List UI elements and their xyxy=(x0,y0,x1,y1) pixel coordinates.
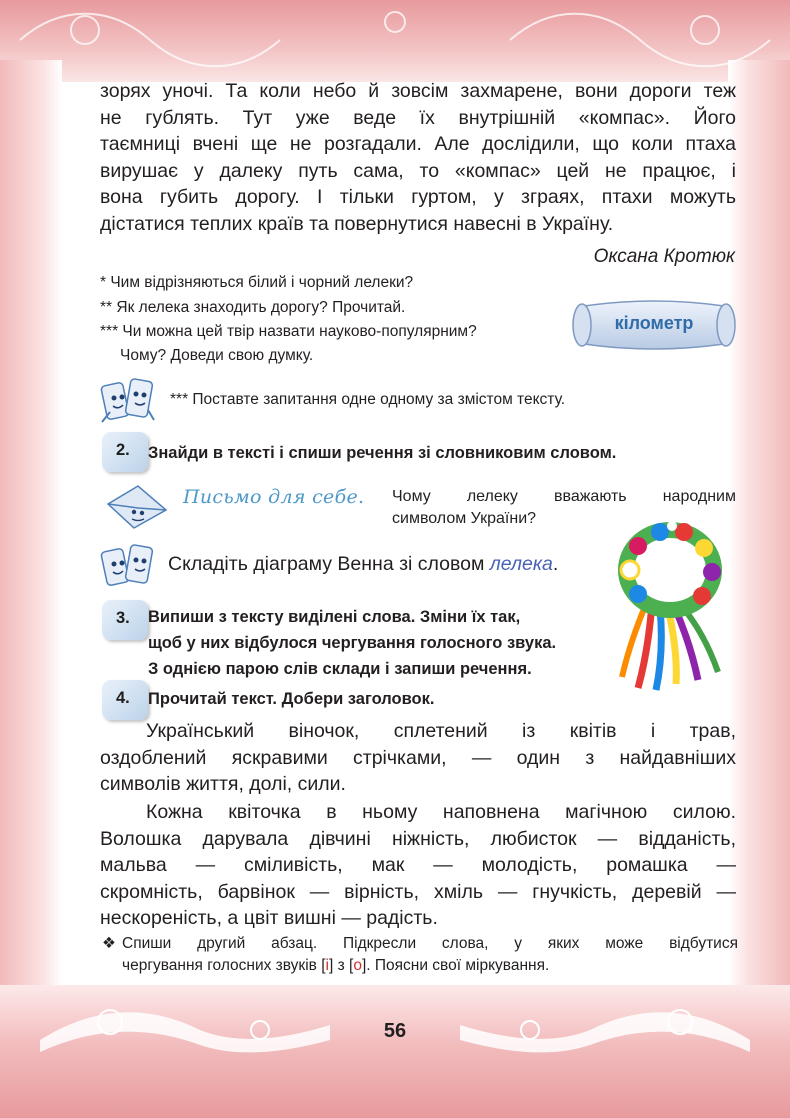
question-2: ** Як лелека знаходить дорогу? Прочитай. xyxy=(100,299,406,316)
text-line: вирушає у далеку путь сама, то «компас» цей не працює, і xyxy=(100,159,736,182)
text-line: не гублять. Тут уже веде їх внутрішній «компас». Його xyxy=(100,106,736,129)
task-number-badge: 2. xyxy=(102,432,148,472)
question-3-continued: Чому? Доведи свою думку. xyxy=(120,347,314,364)
text-line: вона губить дорогу. І тільки гуртом, у зграях, птахи можуть xyxy=(100,186,736,208)
task-3-text: Випиши з тексту виділені слова. Зміни їх так, щоб у них відбулося чергування голосного звука. З однією парою слів склади і запиши речення. xyxy=(148,608,557,678)
task-number-badge: 3. xyxy=(102,600,148,640)
text-line: символів життя, долі, сили. xyxy=(100,773,346,795)
page-number: 56 xyxy=(383,1020,407,1042)
venn-keyword: лелека xyxy=(489,553,553,575)
author-name: Оксана Кротюк xyxy=(593,246,735,267)
text-line: мальва — сміливість, мак — молодість, ромашка — xyxy=(100,854,736,876)
reading-text-paragraph xyxy=(100,78,736,237)
text-line: Кожна квіточка в ньому наповнена магічною силою. xyxy=(146,801,736,823)
bullet-marker-icon: ❖ xyxy=(102,935,116,952)
letter-envelope-icon xyxy=(104,482,170,532)
text-line: чергування голосних звуків [і] з [о]. Поясни свої міркування. xyxy=(122,957,550,974)
text-line: Волошка дарувала дівчині ніжність, любисток — відданість, xyxy=(100,827,736,850)
dictionary-word: кілометр xyxy=(614,313,694,333)
write-for-self-label: Письмо для себе. xyxy=(183,486,365,508)
task-number-badge: 4. xyxy=(102,680,148,720)
vowel-o: о xyxy=(353,957,362,974)
question-1: * Чим відрізняються білий і чорний лелеки? xyxy=(100,274,414,291)
text-line: скромність, барвінок — вірність, хміль — гнучкість, деревій — xyxy=(100,880,736,903)
text-line: Спиши другий абзац. Підкресли слова, у яких може відбутися xyxy=(122,935,738,952)
pair-work-characters-icon xyxy=(98,536,162,596)
venn-task: Складіть діаграму Венна зі словом лелека. xyxy=(168,553,559,575)
vowel-i: і xyxy=(325,957,329,974)
pair-task-text: *** Поставте запитання одне одному за змістом тексту. xyxy=(170,391,566,408)
task-4-text: Прочитай текст. Добери заголовок. xyxy=(148,690,435,708)
text-line: зорях уночі. Та коли небо й зовсім захмарене, вони дороги теж xyxy=(100,80,736,102)
wreath-text-paragraph-2 xyxy=(100,799,736,932)
text-line: дістатися теплих країв та повернутися навесні в Україну. xyxy=(100,212,614,235)
text-line: таємниці вчені ще не розгадали. Але дослідили, що коли птаха xyxy=(100,133,736,155)
flower-wreath-image xyxy=(608,512,738,692)
question-3: *** Чи можна цей твір назвати науково-популярним? xyxy=(100,323,477,340)
text-line: Український віночок, сплетений із квітів і трав, xyxy=(146,720,736,742)
text-line: оздоблений яскравими стрічками, — один з найдавніших xyxy=(100,746,736,769)
text-line: нескореність, а цвіт вишні — радість. xyxy=(100,907,438,929)
pair-work-characters-icon xyxy=(98,370,162,430)
wreath-text-paragraph-1 xyxy=(100,718,736,798)
text-line: символом України? xyxy=(392,510,537,527)
text-line: Чому лелеку вважають народним xyxy=(392,488,736,505)
task-2-text: Знайди в тексті і спиши речення зі словниковим словом. xyxy=(148,444,617,462)
